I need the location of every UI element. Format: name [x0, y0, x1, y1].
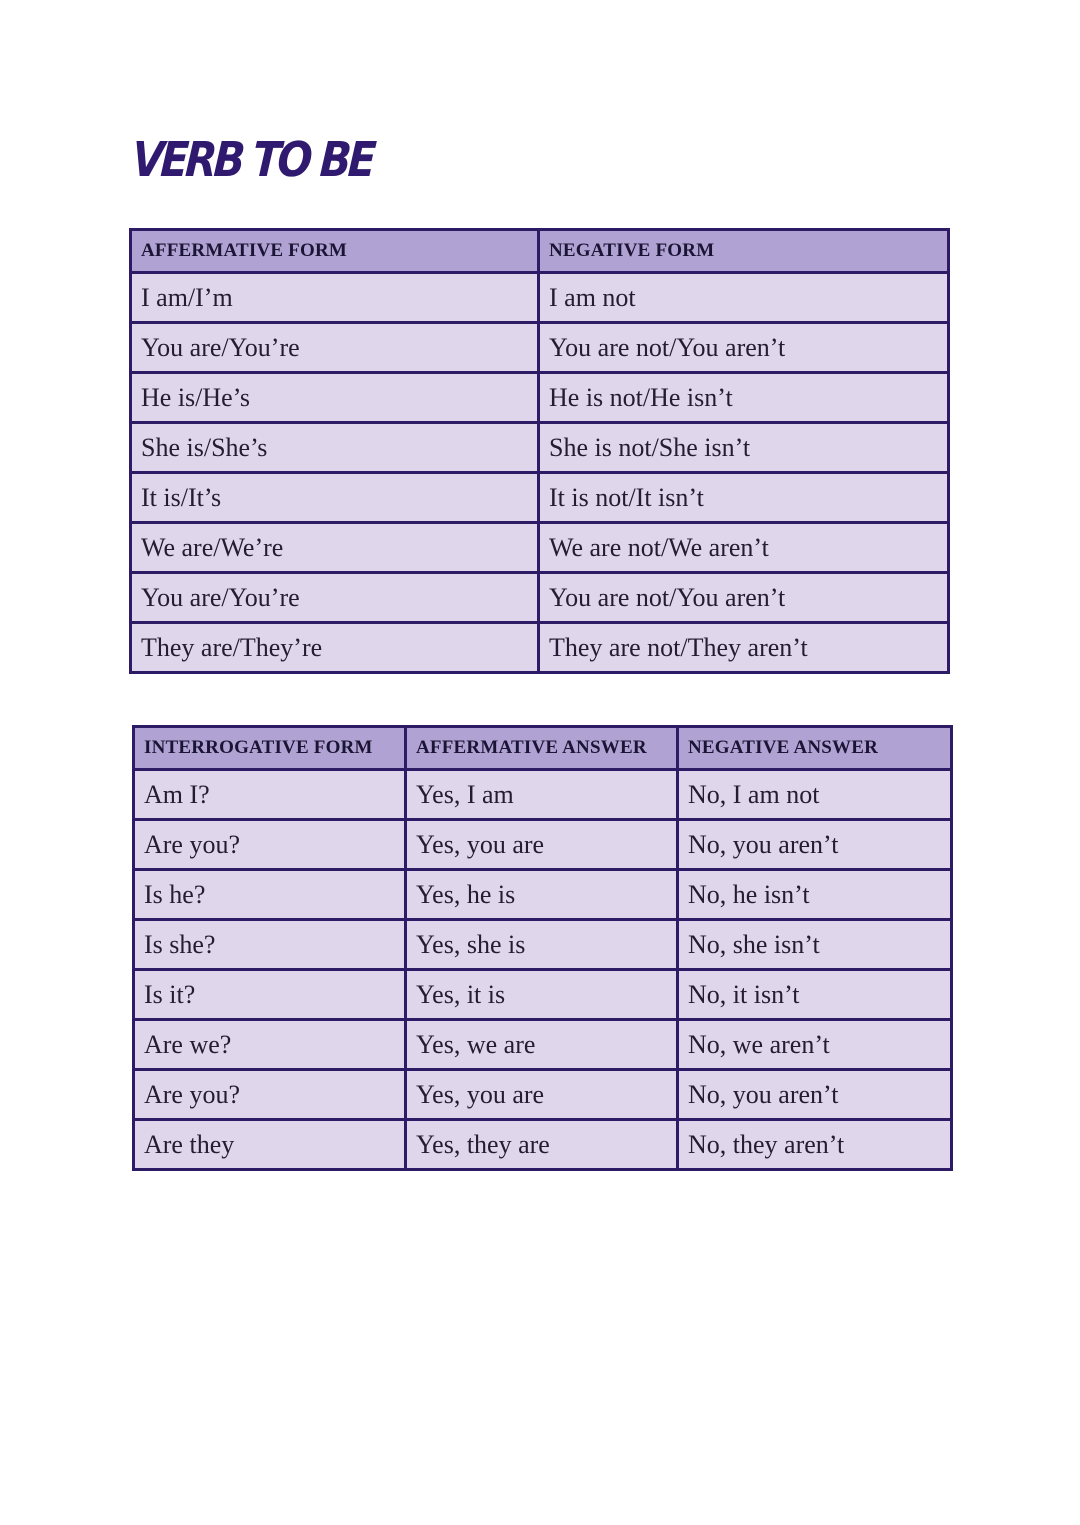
affirmative-negative-table — [129, 228, 950, 674]
affirmative-answer-cell: Yes, he is — [406, 870, 678, 920]
affirmative-answer-cell: Yes, she is — [406, 920, 678, 970]
table-row — [131, 573, 949, 623]
negative-cell: We are not/We aren’t — [539, 523, 949, 573]
table-row — [131, 523, 949, 573]
header-interrogative-form: INTERROGATIVE FORM — [134, 727, 406, 770]
question-cell: Am I? — [134, 770, 406, 820]
table-row — [131, 623, 949, 673]
affirmative-answer-cell: Yes, I am — [406, 770, 678, 820]
table-row — [131, 323, 949, 373]
affirmative-cell: They are/They’re — [131, 623, 539, 673]
table-row — [134, 1020, 952, 1070]
table-row — [131, 273, 949, 323]
negative-cell: I am not — [539, 273, 949, 323]
table-row — [131, 473, 949, 523]
table-row — [134, 870, 952, 920]
table-row — [134, 820, 952, 870]
page-title: VERB TO BE — [130, 132, 375, 188]
table-header-row — [134, 727, 952, 770]
table-row — [134, 920, 952, 970]
affirmative-answer-cell: Yes, you are — [406, 1070, 678, 1120]
header-negative-form: NEGATIVE FORM — [539, 230, 949, 273]
table-row — [134, 770, 952, 820]
table-row — [134, 970, 952, 1020]
header-negative-answer: NEGATIVE ANSWER — [678, 727, 952, 770]
negative-cell: It is not/It isn’t — [539, 473, 949, 523]
question-cell: Are you? — [134, 1070, 406, 1120]
negative-answer-cell: No, you aren’t — [678, 820, 952, 870]
negative-cell: You are not/You aren’t — [539, 323, 949, 373]
affirmative-cell: You are/You’re — [131, 323, 539, 373]
header-affirmative-form: AFFERMATIVE FORM — [131, 230, 539, 273]
negative-cell: He is not/He isn’t — [539, 373, 949, 423]
negative-answer-cell: No, it isn’t — [678, 970, 952, 1020]
question-cell: Are we? — [134, 1020, 406, 1070]
affirmative-cell: You are/You’re — [131, 573, 539, 623]
negative-cell: They are not/They aren’t — [539, 623, 949, 673]
negative-answer-cell: No, I am not — [678, 770, 952, 820]
negative-answer-cell: No, they aren’t — [678, 1120, 952, 1170]
interrogative-answers-table — [132, 725, 953, 1171]
negative-cell: You are not/You aren’t — [539, 573, 949, 623]
table-header-row — [131, 230, 949, 273]
affirmative-cell: He is/He’s — [131, 373, 539, 423]
table-row — [134, 1070, 952, 1120]
negative-answer-cell: No, he isn’t — [678, 870, 952, 920]
affirmative-cell: It is/It’s — [131, 473, 539, 523]
table-row — [134, 1120, 952, 1170]
table-row — [131, 373, 949, 423]
affirmative-cell: We are/We’re — [131, 523, 539, 573]
table-row — [131, 423, 949, 473]
affirmative-cell: She is/She’s — [131, 423, 539, 473]
question-cell: Is she? — [134, 920, 406, 970]
question-cell: Are you? — [134, 820, 406, 870]
negative-answer-cell: No, you aren’t — [678, 1070, 952, 1120]
affirmative-answer-cell: Yes, it is — [406, 970, 678, 1020]
affirmative-answer-cell: Yes, we are — [406, 1020, 678, 1070]
negative-answer-cell: No, we aren’t — [678, 1020, 952, 1070]
question-cell: Are they — [134, 1120, 406, 1170]
question-cell: Is he? — [134, 870, 406, 920]
header-affirmative-answer: AFFERMATIVE ANSWER — [406, 727, 678, 770]
negative-cell: She is not/She isn’t — [539, 423, 949, 473]
affirmative-answer-cell: Yes, you are — [406, 820, 678, 870]
affirmative-cell: I am/I’m — [131, 273, 539, 323]
negative-answer-cell: No, she isn’t — [678, 920, 952, 970]
affirmative-answer-cell: Yes, they are — [406, 1120, 678, 1170]
question-cell: Is it? — [134, 970, 406, 1020]
